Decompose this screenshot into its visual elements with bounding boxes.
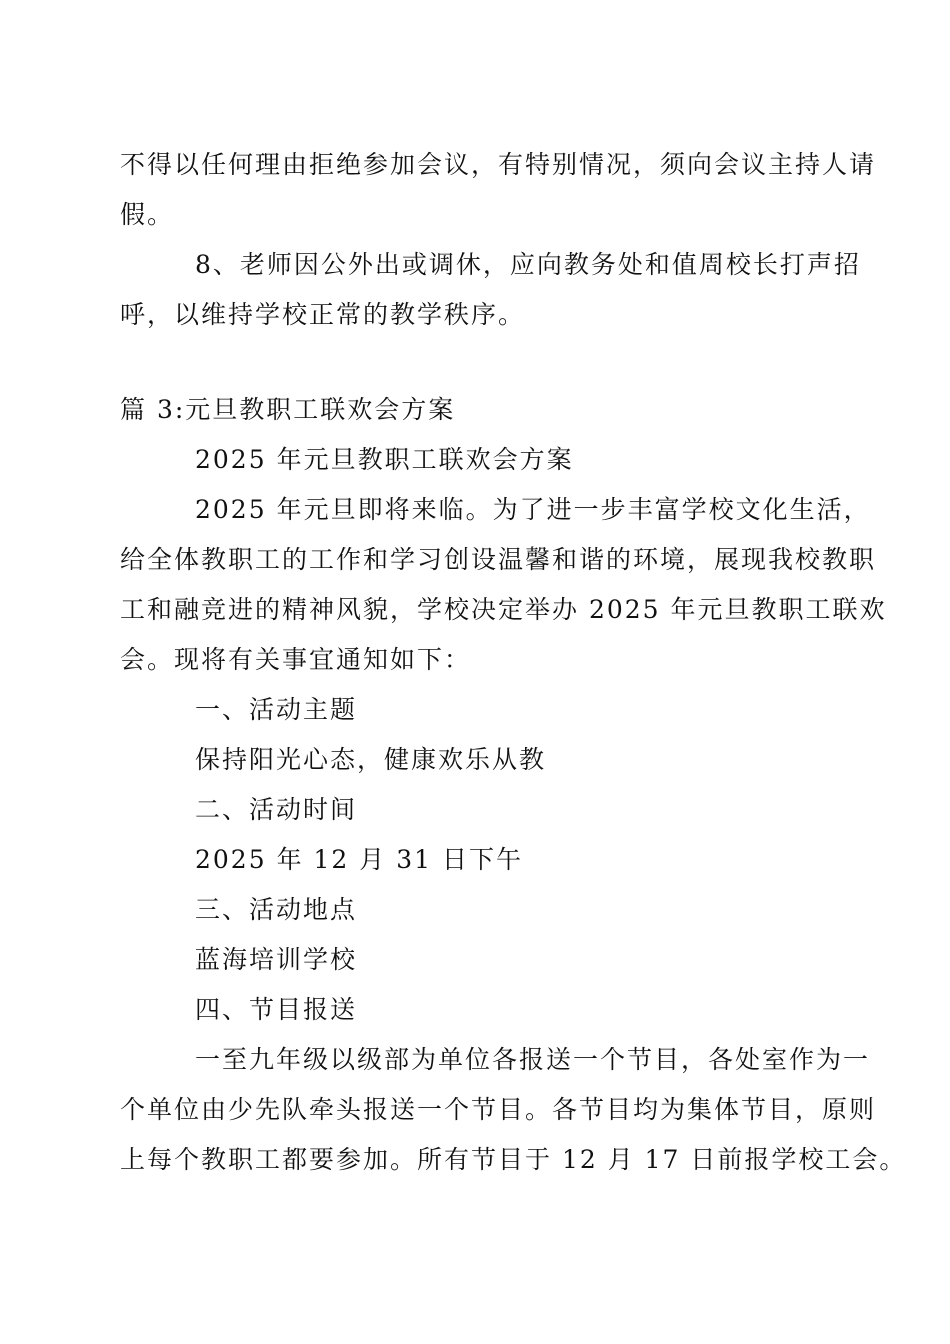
item-content: 保持阳光心态，健康欢乐从教 <box>195 745 547 774</box>
section-heading: 篇 3:元旦教职工联欢会方案 <box>120 395 456 424</box>
item-content: 蓝海培训学校 <box>195 945 358 974</box>
paragraph-line: 呼，以维持学校正常的教学秩序。 <box>120 300 526 329</box>
section-gap <box>120 340 834 385</box>
paragraph-line: 给全体教职工的工作和学习创设温馨和谐的环境，展现我校教职 <box>120 545 877 574</box>
item-content: 2025 年 12 月 31 日下午 <box>195 845 523 874</box>
item-heading: 一、活动主题 <box>195 695 358 724</box>
paragraph-line: 上每个教职工都要参加。所有节目于 12 月 17 日前报学校工会。 <box>120 1145 907 1174</box>
item-heading: 三、活动地点 <box>195 895 358 924</box>
paragraph-line: 假。 <box>120 200 175 229</box>
paragraph-line: 8、老师因公外出或调休，应向教务处和值周校长打声招 <box>195 250 861 279</box>
paragraph-line: 不得以任何理由拒绝参加会议，有特别情况，须向会议主持人请 <box>120 150 877 179</box>
document-page <box>120 140 907 1185</box>
item-heading: 四、节目报送 <box>195 995 358 1024</box>
paragraph-line: 2025 年元旦即将来临。为了进一步丰富学校文化生活， <box>195 495 871 524</box>
paragraph-line: 工和融竞进的精神风貌，学校决定举办 2025 年元旦教职工联欢 <box>120 595 887 624</box>
paragraph-line: 会。现将有关事宜通知如下： <box>120 645 472 674</box>
paragraph-line: 一至九年级以级部为单位各报送一个节目，各处室作为一 <box>195 1045 871 1074</box>
item-heading: 二、活动时间 <box>195 795 358 824</box>
paragraph-line: 个单位由少先队牵头报送一个节目。各节目均为集体节目，原则 <box>120 1095 877 1124</box>
document-title: 2025 年元旦教职工联欢会方案 <box>195 445 574 474</box>
